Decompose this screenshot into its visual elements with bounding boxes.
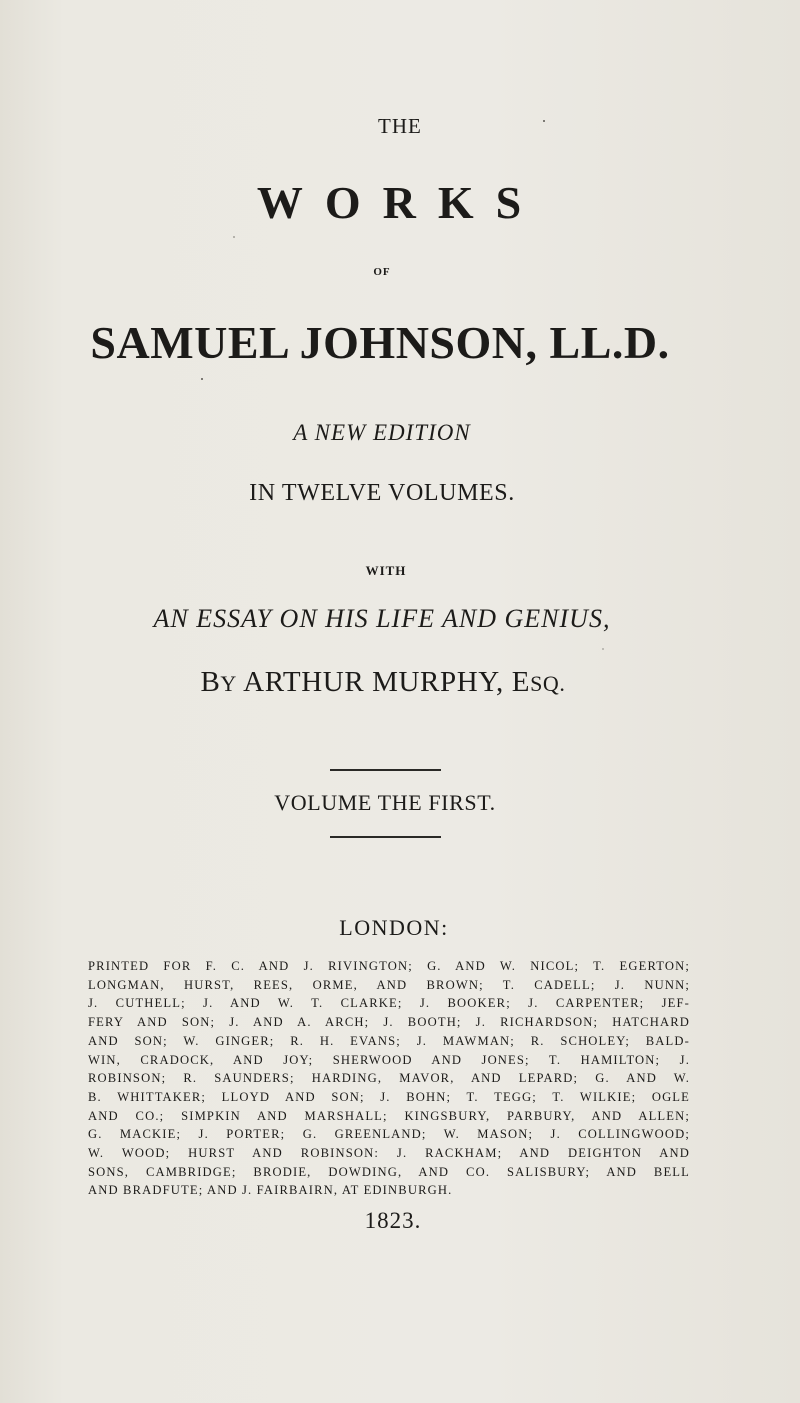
- imprint-line: AND BRADFUTE; AND J. FAIRBAIRN, AT EDINBURGH.: [88, 1183, 453, 1198]
- paper-speck: [543, 120, 545, 122]
- imprint-line: LONGMAN, HURST, REES, ORME, AND BROWN; T. CADELL; J. NUNN;: [88, 977, 690, 992]
- imprint-line: ROBINSON; R. SAUNDERS; HARDING, MAVOR, AND LEPARD; G. AND W.: [88, 1071, 690, 1086]
- paper-speck: [602, 648, 604, 650]
- title-of: [0, 266, 764, 278]
- imprint-line: AND SON; W. GINGER; R. H. EVANS; J. MAWMAN; R. SCHOLEY; BALD-: [88, 1033, 690, 1048]
- esq-small: SQ.: [530, 671, 566, 696]
- the-text: THE: [378, 114, 422, 138]
- divider-rule-bottom: [330, 836, 441, 838]
- author-name: SAMUEL JOHNSON, LL.D.: [90, 317, 670, 368]
- volume-line: VOLUME THE FIRST.: [274, 790, 496, 815]
- essayist-name: ARTHUR MURPHY,: [243, 666, 504, 698]
- imprint-block: [88, 957, 690, 1200]
- imprint-line: PRINTED FOR F. C. AND J. RIVINGTON; G. AND W. NICOL; T. EGERTON;: [88, 959, 690, 973]
- paper-speck: [233, 236, 235, 238]
- paper-speck: [201, 378, 203, 380]
- imprint-line: G. MACKIE; J. PORTER; G. GREENLAND; W. MASON; J. COLLINGWOOD;: [88, 1127, 690, 1142]
- essayist-line: [0, 666, 766, 699]
- imprint-line: FERY AND SON; J. AND A. ARCH; J. BOOTH; J. RICHARDSON; HATCHARD: [88, 1015, 690, 1030]
- volumes-line: IN TWELVE VOLUMES.: [249, 480, 515, 506]
- works-text: WORKS: [256, 177, 544, 228]
- imprint-line: B. WHITTAKER; LLOYD AND SON; J. BOHN; T. TEGG; T. WILKIE; OGLE: [88, 1089, 690, 1104]
- with-line: WITH: [365, 563, 407, 578]
- imprint-line: W. WOOD; HURST AND ROBINSON: J. RACKHAM; AND DEIGHTON AND: [88, 1146, 690, 1161]
- essay-line: AN ESSAY ON HIS LIFE AND GENIUS,: [153, 604, 611, 633]
- by-cap: B: [200, 666, 221, 698]
- imprint-line: WIN, CRADOCK, AND JOY; SHERWOOD AND JONES; T. HAMILTON; J.: [88, 1052, 690, 1067]
- imprint-line: AND CO.; SIMPKIN AND MARSHALL; KINGSBURY, PARBURY, AND ALLEN;: [88, 1108, 690, 1123]
- place-of-publication: LONDON:: [339, 915, 449, 940]
- title-works: [10, 176, 790, 229]
- imprint-line: SONS, CAMBRIDGE; BRODIE, DOWDING, AND CO. SALISBURY; AND BELL: [88, 1164, 690, 1179]
- imprint-line: J. CUTHELL; J. AND W. T. CLARKE; J. BOOKER; J. CARPENTER; JEF-: [88, 996, 690, 1011]
- divider-rule-top: [330, 769, 441, 771]
- publication-year: 1823.: [364, 1208, 422, 1233]
- by-small: Y: [220, 671, 237, 696]
- esq-cap: E: [511, 666, 531, 698]
- edition-line: A NEW EDITION: [293, 420, 471, 445]
- of-text: OF: [373, 266, 391, 278]
